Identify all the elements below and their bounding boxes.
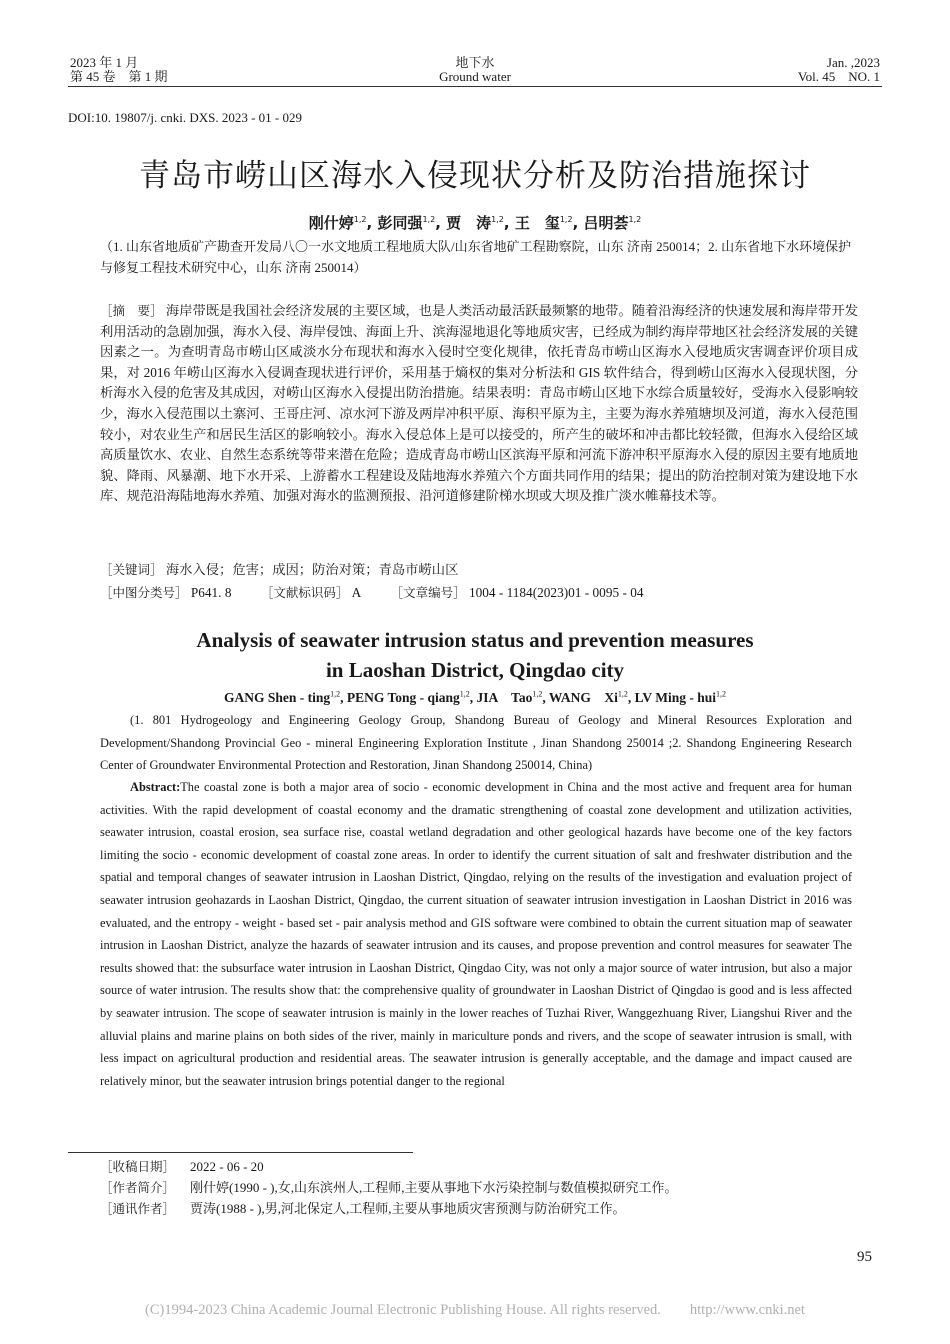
page-title-cn: 青岛市崂山区海水入侵现状分析及防治措施探讨: [139, 158, 811, 193]
author-separator: ,: [572, 214, 579, 232]
keywords-label: ［关键词］: [100, 562, 163, 577]
doc-code-label: ［文献标识码］: [260, 585, 349, 600]
keywords-text: 海水入侵；危害；成因；防治对策；青岛市崂山区: [165, 562, 459, 577]
abstract-text-en: The coastal zone is both a major area of socio - economic development in China and the most active and frequent area for human activities. With the rapid development of coastal economy and the dramatic strengthening of coastal zone development and utilization activities, seawater intrusion, coastal erosion, sea surface rise, coastal wetland degradation and other geological hazards have become one of the key factors limiting the socio - economic development of coastal zone areas. In order to identify the current situation of salt and freshwater distribution and the spatial and temporal changes of seawater intrusion in Laoshan District, Qingdao, relying on the results of the investigation and evaluation project of seawater intrusion geohazards in Laoshan District, Qingdao, the current situation of seawater intrusion investigation in Laoshan District in 2016 was evaluated, and the entropy - weight - based set - pair analysis method and GIS software were combined to obtain the current situation map of seawater intrusion in Laoshan District, analyze the hazards of seawater intrusion and its causes, and propose prevention and control measures for seawater The results showed that: the subsurface water intrusion in Laoshan District, Qingdao City, was not only a major source of water intrusion, but also a major source of water intrusion. The results show that: the comprehensive quality of groundwater in Laoshan District of Qingdao is good and is less affected by seawater intrusion. The scope of seawater intrusion is mainly in the lower reaches of Tuzhai River, Wanggezhuang River, Liangshui River and the alluvial plains and marine plains on both sides of the river, mainly in mariculture ponds and rivers, and the scope of seawater intrusion is small, with less impact on agricultural production and residential areas. The seawater intrusion is generally acceptable, and the damage and impact caused are relatively minor, but the seawater intrusion brings potential danger to the regional: [100, 780, 852, 1088]
header-volume: 第 45 卷 第 1 期: [70, 69, 168, 84]
author-bio-value: 刚什婷(1990 - ),女,山东滨州人,工程师,主要从事地下水污染控制与数值模拟研究工作。: [190, 1180, 678, 1195]
doi: DOI:10. 19807/j. cnki. DXS. 2023 - 01 - 029: [68, 110, 302, 125]
author-affiliation-mark: 1,2: [628, 215, 642, 224]
received-label: ［收稿日期］: [100, 1159, 176, 1174]
clc-label: ［中图分类号］: [100, 585, 188, 600]
author-affiliation-mark: 1,2: [559, 215, 573, 224]
abstract-en: [100, 776, 852, 1092]
author-affiliation-mark: 1,2: [491, 215, 504, 224]
title-en-line1: Analysis of seawater intrusion status and prevention measures: [196, 628, 754, 652]
author-name-en: GANG Shen - ting: [223, 690, 331, 705]
author-separator: ,: [366, 214, 373, 232]
header-divider: [68, 86, 882, 87]
author-name: 彭同强: [377, 214, 423, 232]
author-separator: ,: [627, 690, 635, 705]
abstract-text-cn: 海岸带既是我国社会经济发展的主要区域，也是人类活动最活跃最频繁的地带。随着沿海经济的快速发展和海岸带开发利用活动的急剧加强，海水入侵、海岸侵蚀、海面上升、滨海湿地退化等地质灾害，已经成为制约海岸带地区社会经济发展的关键因素之一。为查明青岛市崂山区咸淡水分布现状和海水入侵时空变化规律，依托青岛市崂山区海水入侵地质灾害调查评价项目成果，对 2016 年崂山区海水入侵调查现状进行评价，采用基于熵权的集对分析法和 GIS 软件结合，得到崂山区海水入侵现状图，分析海水入侵的危害及其成因，对崂山区海水入侵提出防治措施。结果表明：青岛市崂山区地下水综合质量较好，受海水入侵影响较少，海水入侵范围以土寨河、王哥庄河、凉水河下游及两岸冲积平原、海积平原为主，主要为海水养殖塘坝及河道，海水入侵范围较小，对农业生产和居民生活区的影响较小。海水入侵总体上是可以接受的，所产生的破坏和冲击都比较轻微，但海水入侵给区域高质量饮水、农业、自然生态系统等带来潜在危险；造成青岛市崂山区滨海平原和河流下游冲积平原海水入侵的原因主要有地质地貌、降雨、风暴潮、地下水开采、上游蓄水工程建设及陆地海水养殖六个方面共同作用的结果；提出的防治控制对策为建设地下水库、规范沿海陆地海水养殖、加强对海水的监测预报、沿河道修建阶梯水坝或大坝及推广淡水帷幕技术等。: [100, 303, 859, 504]
abstract-cn: [100, 301, 858, 507]
author-affiliation-mark: 1,2: [353, 215, 367, 224]
classification-line: [100, 583, 858, 604]
doc-code-value: A: [351, 585, 362, 600]
author-name: 刚什婷: [308, 214, 354, 232]
authors-cn: [0, 212, 950, 233]
received-value: 2022 - 06 - 20: [190, 1159, 264, 1174]
abstract-label-en: Abstract:: [130, 780, 181, 794]
article-number-value: 1004 - 1184(2023)01 - 0095 - 04: [468, 585, 644, 600]
author-name: 吕明荟: [583, 214, 629, 232]
author-separator: ,: [340, 690, 347, 705]
keywords-cn: [100, 560, 858, 581]
header-date: 2023 年 1 月: [70, 55, 139, 70]
header-date-en: Jan. ,2023: [826, 55, 880, 70]
footnote-received: [100, 1159, 880, 1175]
author-name-en: WANG Xi: [548, 690, 618, 705]
copyright-watermark: (C)1994-2023 China Academic Journal Electronic Publishing House. All rights reserved. http://www.cnki.net: [145, 1302, 805, 1318]
author-separator: ,: [542, 690, 549, 705]
author-name: 王 玺: [514, 214, 560, 232]
journal-name-cn: 地下水: [455, 55, 495, 70]
affiliation-en: (1. 801 Hydrogeology and Engineering Geology Group, Shandong Bureau of Geology and Mineral Resources Exploration and Development/Shandong Provincial Geo - mineral Engineering Exploration Institute , Jinan Shandong 250014 ;2. Shandong Engineering Research Center of Groundwater Environmental Protection and Restoration, Jinan Shandong 250014, China): [100, 713, 852, 772]
author-separator: ,: [469, 690, 477, 705]
author-separator: ,: [435, 214, 441, 232]
journal-name-en: Ground water: [439, 69, 511, 84]
clc-value: P641. 8: [190, 585, 232, 600]
author-bio-label: ［作者简介］: [100, 1180, 176, 1195]
title-en-line2: in Laoshan District, Qingdao city: [325, 658, 625, 682]
author-separator: ,: [503, 214, 510, 232]
affiliation-cn: （1. 山东省地质矿产勘查开发局八〇一水文地质工程地质大队/山东省地矿工程勘察院，山东 济南 250014；2. 山东省地下水环境保护与修复工程技术研究中心，山东 济南 250014）: [100, 239, 852, 275]
running-header-right: [798, 56, 880, 84]
author-name-en: JIA Tao: [476, 690, 533, 705]
author-name: 贾 涛: [446, 214, 492, 232]
author-affiliation-mark: 1,2: [422, 215, 436, 224]
page-title-en: [0, 625, 950, 685]
header-volume-en: Vol. 45 NO. 1: [797, 69, 880, 84]
authors-en: [0, 686, 950, 706]
author-affiliation-mark: 1,2: [330, 689, 341, 699]
footnote-divider: [68, 1152, 413, 1153]
page-number: 95: [857, 1249, 872, 1265]
article-number-label: ［文章编号］: [390, 585, 466, 600]
author-affiliation-mark: 1,2: [459, 689, 470, 699]
author-name-en: PENG Tong - qiang: [346, 690, 460, 705]
author-affiliation-mark: 1,2: [716, 689, 727, 699]
footnote-author-bio: [100, 1180, 880, 1196]
corresponding-label: ［通讯作者］: [100, 1201, 176, 1216]
footnote-corresponding-author: [100, 1201, 880, 1217]
author-affiliation-mark: 1,2: [617, 689, 628, 699]
author-name-en: LV Ming - hui: [634, 690, 717, 705]
corresponding-value: 贾涛(1988 - ),男,河北保定人,工程师,主要从事地质灾害预测与防治研究工作。: [190, 1201, 626, 1216]
author-affiliation-mark: 1,2: [532, 689, 543, 699]
abstract-label-cn: ［摘 要］: [100, 303, 163, 318]
